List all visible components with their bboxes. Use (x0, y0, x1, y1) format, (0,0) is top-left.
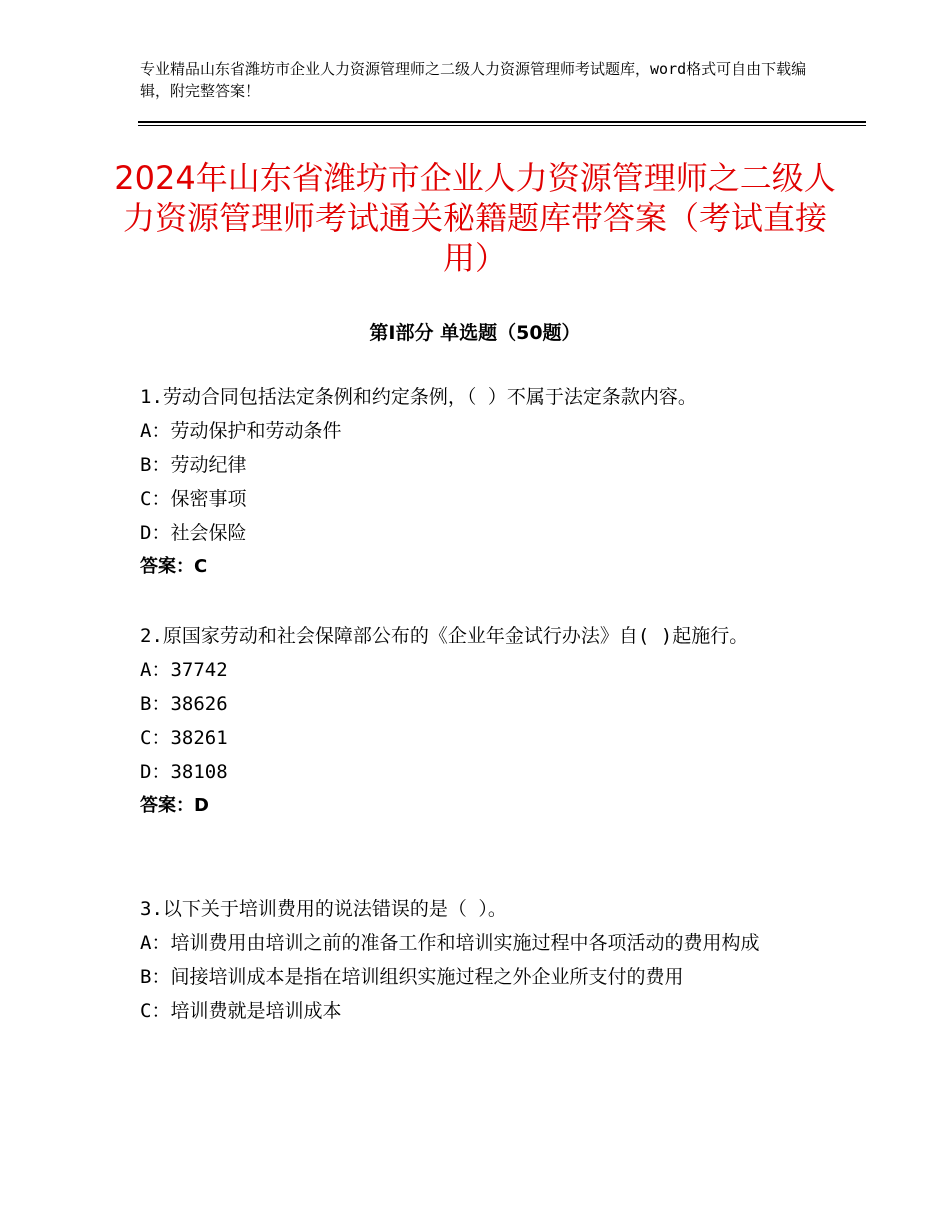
option-a: A：劳动保护和劳动条件 (140, 420, 342, 442)
question-2 (140, 619, 820, 823)
option-a: A：培训费用由培训之前的准备工作和培训实施过程中各项活动的费用构成 (140, 932, 760, 954)
option-c: C：38261 (140, 727, 228, 749)
option-a: A：37742 (140, 659, 228, 681)
header-note: 专业精品山东省潍坊市企业人力资源管理师之二级人力资源管理师考试题库，word格式可自由下载编辑，附完整答案！ (140, 60, 807, 100)
answer: 答案：C (140, 556, 208, 577)
header-rule-thin (138, 125, 866, 126)
question-stem: 3.以下关于培训费用的说法错误的是（ ）。 (140, 898, 507, 920)
question-stem: 2.原国家劳动和社会保障部公布的《企业年金试行办法》自( )起施行。 (140, 625, 749, 647)
document-title: 2024年山东省潍坊市企业人力资源管理师之二级人力资源管理师考试通关秘籍题库带答案（考试直接用） (114, 159, 836, 277)
section-heading: 第Ⅰ部分 单选题（50题） (369, 322, 581, 344)
question-3 (140, 892, 820, 1028)
option-c: C：保密事项 (140, 488, 247, 510)
question-1 (140, 380, 820, 584)
option-d: D：社会保险 (140, 522, 247, 544)
option-b: B：38626 (140, 693, 228, 715)
option-d: D：38108 (140, 761, 228, 783)
answer: 答案：D (140, 795, 209, 816)
option-b: B：劳动纪律 (140, 454, 247, 476)
option-b: B：间接培训成本是指在培训组织实施过程之外企业所支付的费用 (140, 966, 684, 988)
header-rule-thick (138, 121, 866, 123)
option-c: C：培训费就是培训成本 (140, 1000, 342, 1022)
question-stem: 1.劳动合同包括法定条例和约定条例，（ ）不属于法定条款内容。 (140, 386, 697, 408)
